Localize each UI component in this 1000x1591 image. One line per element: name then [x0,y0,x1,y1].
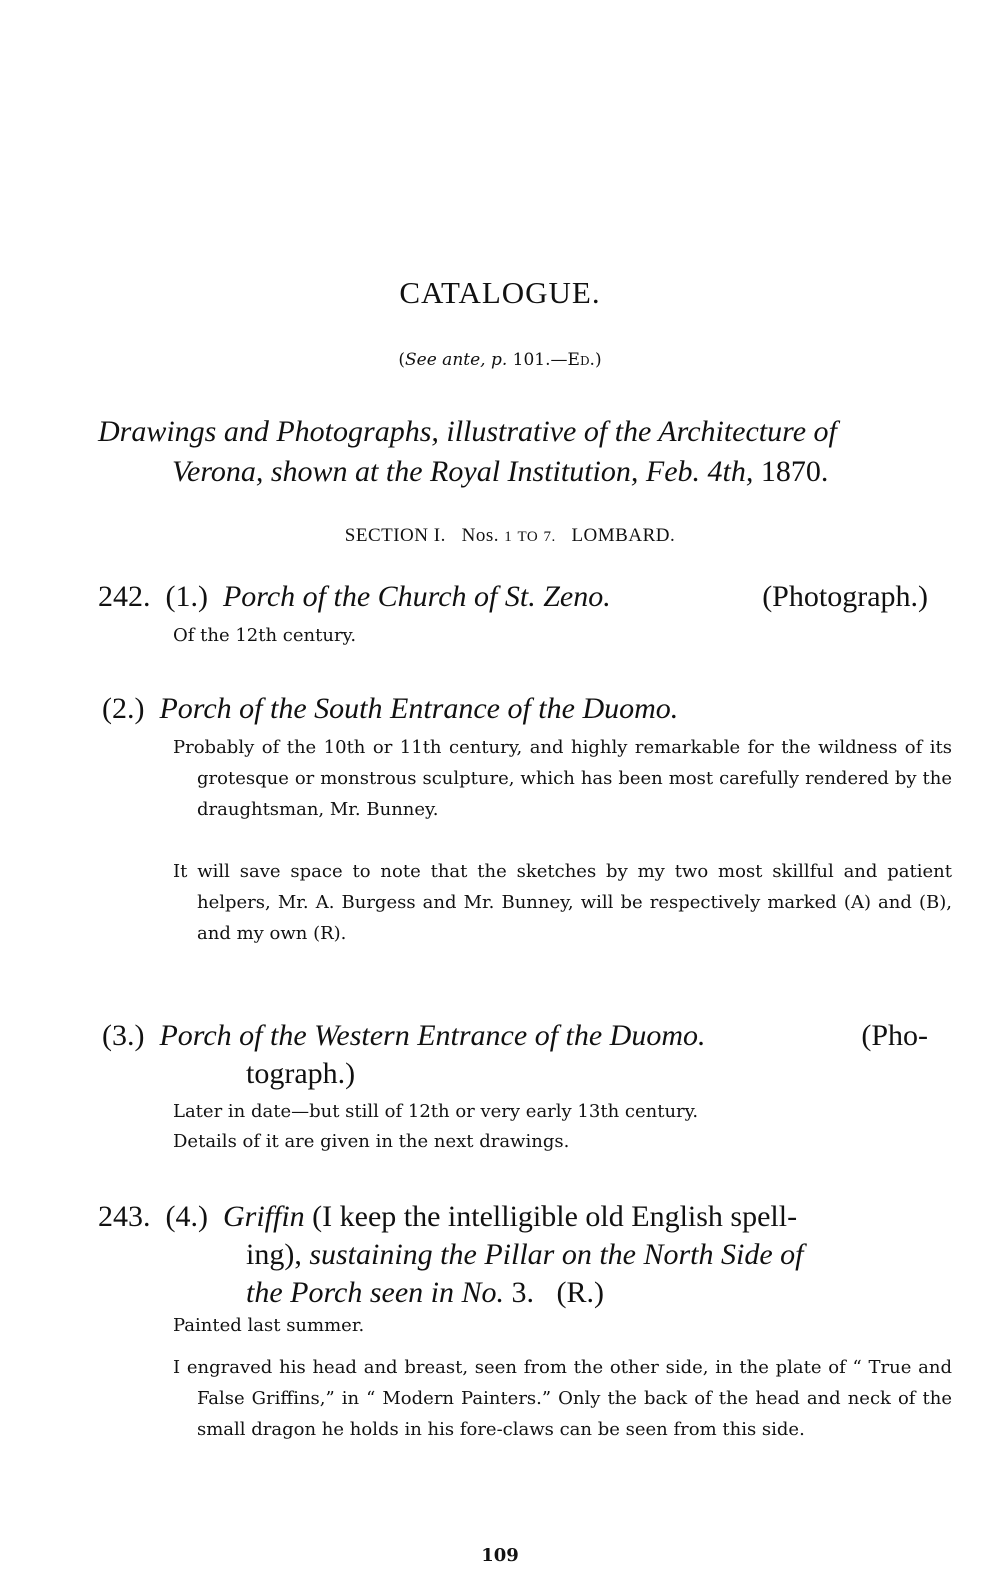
catalogue-subtitle: Drawings and Photographs, illustrative of the Architecture of Verona, shown at the Royal Institution, Feb. 4th, 1870. [98,415,837,488]
entry-note: It will save space to note that the sketches by my two most skillful and patient helpers, Mr. A. Burgess and Mr. Bunney, will be respectively marked (A) and (B), and my own (R). [173,861,952,944]
entry-heading: (3.) Porch of the Western Entrance of the Duomo. (Pho- [102,1019,928,1052]
entry-note: I engraved his head and breast, seen from the other side, in the plate of “ True and False Griffins,” in “ Modern Painters.” Only the back of the head and neck of the small dragon he holds in his fore-claws can be seen from this side. [173,1357,952,1440]
entry-note: Of the 12th century. [173,625,357,646]
editor-note: (See ante, p. 101.—Ed.) [398,350,602,370]
section-heading: SECTION I. Nos. 1 TO 7. LOMBARD. [344,525,676,546]
entry-note: Probably of the 10th or 11th century, and highly remarkable for the wildness of its grotesque or monstrous sculpture, which has been most carefully rendered by the draughtsman, Mr. Bunney. [173,737,952,820]
page-number: 109 [481,1545,519,1566]
entry-heading: (2.) Porch of the South Entrance of the Duomo. [102,692,679,725]
document-page: CATALOGUE. (See ante, p. 101.—Ed.) Drawings and Photographs, illustrative of the Architecture of Verona, shown at the Royal Institution, Feb. 4th, 1870. SECTION I. Nos. 1 TO 7. LOMBARD. 242. (1.) Porch of the Church of St. Zeno. (Photograph.) Of the 12th century. (2.) Porch of the South Entrance of the Duomo. Probably of the 10th or 11th century, and highly remarkable for the wildness of its grotesque or monstrous sculpture, which has been most carefully rendered by the draughtsman, Mr. Bunney. It will save space to note that the sketches by my two most skillful and patient helpers, Mr. A. Burgess and Mr. Bunney, will be respectively marked (A) and (B), and my own (R). (3.) Porch of the Western Entrance of the Duomo. (Pho- tograph.) Later in date—but still of 12th or very early 13th century. Details of it are given in the next drawings. 243. (4.) Griffin (I keep the intelligible old English spell- ing), sustaining the Pillar on the North Side of the Porch seen in No. 3. (R.) Painted last summer. I engraved his head and breast, seen from the other side, in the plate of “ True and False Griffins,” in “ Modern Painters.” Only the back of the head and neck of the small dragon he holds in his fore-claws can be seen from this side. 109 [0,0,1000,1591]
entry-heading: 242. (1.) Porch of the Church of St. Zeno. (Photograph.) [98,580,928,613]
entry-note: Painted last summer. [173,1315,365,1336]
page-title: CATALOGUE. [399,275,601,310]
entry-note: Details of it are given in the next drawings. [173,1131,570,1152]
entry-heading: 243. (4.) Griffin (I keep the intelligible old English spell- [98,1200,798,1233]
entry-note: Later in date—but still of 12th or very early 13th century. [173,1101,699,1122]
